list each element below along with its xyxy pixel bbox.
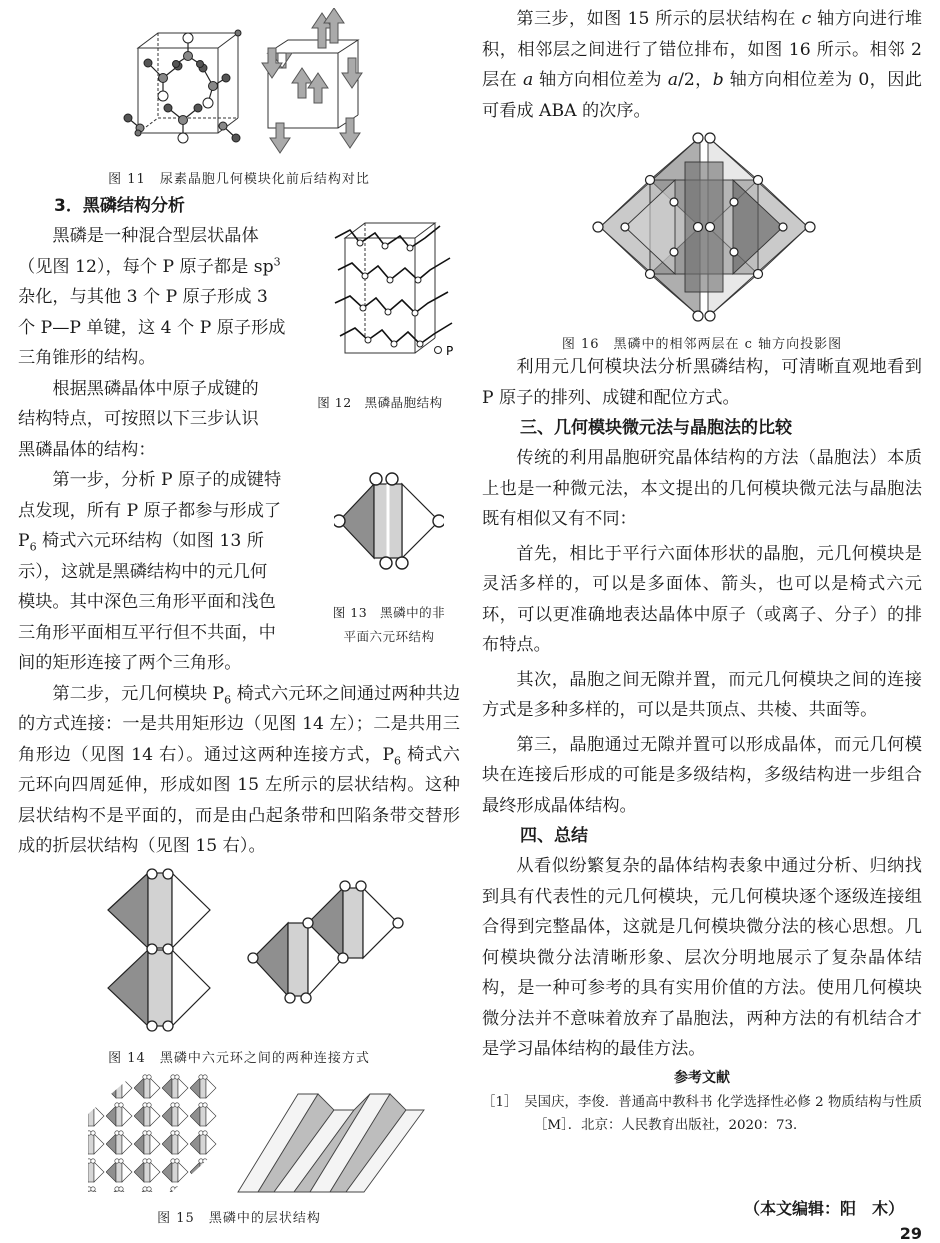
para2-line-a: 根据黑磷晶体中原子成键的 — [52, 378, 259, 399]
page-number: 29 — [899, 1224, 922, 1243]
figure-16-caption: 图 16 黑磷中的相邻两层在 c 轴方向投影图 — [561, 337, 843, 352]
figure-11 — [108, 8, 388, 158]
urea-cell-diagram — [108, 8, 388, 158]
projection-diagram — [590, 132, 818, 322]
step1-line-g: 间的矩形连接了两个三角形。 — [18, 653, 242, 673]
step2-paragraph: 第二步，元几何模块 $P_6$ 椅式六元环之间通过两种共边的方式连接：一是共用矩形边（见图 14 左）；二是共用三角形边（见图 14 右）。通过这两种连接方式，$P_6$ 椅式六元环向四周延伸，形成如图 15 左所示的层状结构。这种层状结构不是平面的，而是由凸起条带和凹陷条带交替形成的折层状结构（见图 15 右）。 — [18, 683, 461, 856]
figure-12-caption: 图 12 黑磷晶胞结构 — [317, 395, 443, 410]
comparison-paragraph-4: 第三，晶胞通过无隙并置可以形成晶体，而元几何模块在连接后形成的可能是多级结构，多级结构进一步组合最终形成晶体结构。 — [482, 734, 922, 816]
legend-p-atom — [435, 347, 442, 354]
reference-1: ［1］ 吴国庆，李俊．普通高中教科书 化学选择性必修 2 物质结构与性质［M］．北京：人民教育出版社，2020：73． — [482, 1094, 922, 1133]
chair-ring-diagram — [334, 466, 444, 576]
para2-line-b: 结构特点，可按照以下三步认识 — [18, 409, 259, 429]
figure-13-caption-2: 平面六元环结构 — [343, 629, 435, 644]
figure-12 — [330, 208, 460, 368]
step1-line-d: 示），这就是黑磷结构中的元几何 — [18, 561, 268, 582]
figure-13 — [334, 466, 444, 576]
legend-p-label: P — [446, 344, 454, 358]
summary-paragraph: 利用元几何模块法分析黑磷结构，可清晰直观地看到 P 原子的排列、成键和配位方式。 — [482, 357, 922, 408]
step3-block — [482, 4, 922, 126]
figure-15 — [78, 1074, 428, 1194]
black-phosphorus-cell-diagram — [330, 208, 460, 368]
section-three-heading: 三、几何模块微元法与晶胞法的比较 — [520, 418, 792, 438]
section-four-heading: 四、总结 — [520, 826, 588, 846]
para1-line-a: 黑磷是一种混合型层状晶体 — [52, 226, 259, 246]
figure-16 — [590, 132, 818, 322]
ring-connection-diagram — [78, 868, 408, 1038]
step1-line-c: $P_6$ 椅式六元环结构（如图 13 所 — [18, 531, 264, 554]
para1-line-c: 杂化，与其他 3 个 P 原子形成 3 — [18, 287, 268, 307]
section-3-heading: 3．黑磷结构分析 — [54, 196, 185, 216]
para1-line-b: （见图 12），每个 P 原子都是 $sp^3$ — [18, 254, 281, 277]
figure-13-caption-1: 图 13 黑磷中的非 — [332, 605, 446, 620]
step1-line-f: 三角形平面相互平行但不共面，中 — [18, 622, 276, 643]
figure-15-caption: 图 15 黑磷中的层状结构 — [157, 1211, 321, 1226]
step1-line-a: 第一步，分析 P 原子的成键特 — [52, 470, 282, 490]
figure-11-caption: 图 11 尿素晶胞几何模块化前后结构对比 — [108, 172, 370, 187]
layered-structure-diagram — [78, 1074, 428, 1194]
right-body — [482, 352, 922, 1137]
step3-paragraph: 第三步，如图 15 所示的层状结构在 c 轴方向进行堆积，相邻层之间进行了错位排布，如图 16 所示。相邻 2 层在 a 轴方向相位差为 a/2，b 轴方向相位差为 0，因此可看成 ABA 的次序。 — [482, 9, 923, 121]
para1-line-d: 个 P—P 单键，这 4 个 P 原子形成 — [18, 317, 286, 338]
para2-line-c: 黑磷晶体的结构： — [18, 439, 156, 460]
comparison-paragraph-2: 首先，相比于平行六面体形状的晶胞，元几何模块是灵活多样的，可以是多面体、箭头，也可以是椅式六元环，可以更准确地表达晶体中原子（或离子、分子）的排布特点。 — [482, 543, 922, 655]
references-heading: 参考文献 — [674, 1069, 730, 1086]
figure-14 — [78, 868, 408, 1038]
para1-line-e: 三角锥形的结构。 — [18, 348, 156, 368]
step1-line-e: 模块。其中深色三角形平面和浅色 — [18, 592, 276, 612]
editor-note: （本文编辑：阳 木） — [743, 1199, 904, 1218]
comparison-paragraph-1: 传统的利用晶胞研究晶体结构的方法（晶胞法）本质上也是一种微元法，本文提出的几何模块微元法与晶胞法既有相似又有不同： — [482, 448, 922, 529]
conclusion-paragraph: 从看似纷繁复杂的晶体结构表象中通过分析、归纳找到具有代表性的元几何模块，元几何模块逐个逐级连接组合得到完整晶体，这就是几何模块微分法的核心思想。几何模块微分法清晰形象、层次分明地展示了复杂晶体结构，是一种可参考的具有实用价值的方法。使用几何模块微分法并不意味着放弃了晶胞法，两种方法的有机结合才是学习晶体结构的最佳方法。 — [482, 856, 922, 1059]
figure-14-caption: 图 14 黑磷中六元环之间的两种连接方式 — [108, 1051, 370, 1066]
step1-line-b: 点发现，所有 P 原子都参与形成了 — [18, 500, 282, 521]
comparison-paragraph-3: 其次，晶胞之间无隙并置，而元几何模块之间的连接方式是多种多样的，可以是共顶点、共棱、共面等。 — [482, 669, 922, 720]
